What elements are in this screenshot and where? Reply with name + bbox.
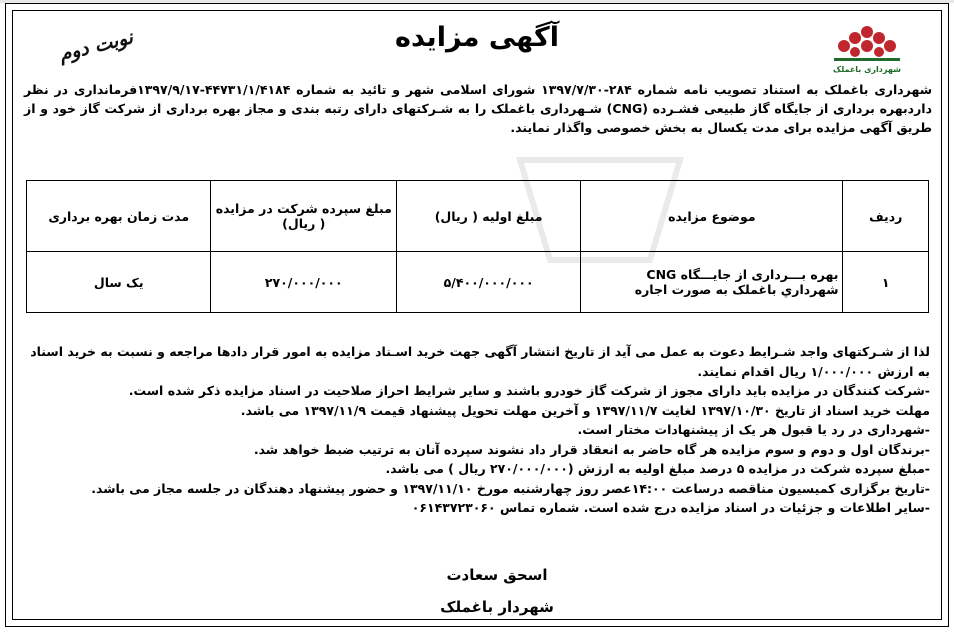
cell-duration: یک سال [27,252,211,313]
signer-name: اسحق سعادت [446,566,548,584]
condition-line: -تاریخ برگزاری کمیسیون مناقصه درساعت ۱۴:۰۰عصر روز چهارشنبه مورخ ۱۳۹۷/۱۱/۱۰ و حضور پیشنهاد دهندگان در جلسه مجاز می باشد. [91,480,930,496]
intro-paragraph: شهرداری باغملک به استناد تصویب نامه شماره ۲۸۴-۱۳۹۷/۷/۳۰ شورای اسلامی شهر و تائید به شماره ۴۴۷۳۱/۱/۴۱۸۴-۱۳۹۷/۹/۱۷فرمانداری در نظر داردبهره برداری از جایگاه گاز طبیعی فشـرده (CNG) شـهرداری باغملک را به شـرکتهای دارای رتبه بندی و مجاز بهره برداری از شرکت گاز خود و از طریق آگهی مزایده برای مدت یکسال به بخش خصوصی واگذار نمایند. [24,82,932,135]
table-header-row [27,181,929,252]
header-radif: ردیف [843,181,929,252]
table-row [27,252,929,313]
municipality-logo [824,24,910,74]
header-initial-amount: مبلغ اولیه ( ریال) [397,181,581,252]
condition-line: -شرکت کنندگان در مزایده باید دارای مجوز از شرکت گاز خودرو باشند و سایر شرایط احراز صلاحیت در اسناد مزایده ذکر شده است. [128,383,930,398]
condition-line: -شهرداری در رد یا قبول هر یک از پیشنهادات مختار است. [577,422,930,437]
page-title: آگهی مزایده [395,22,559,53]
cell-initial-amount: ۵/۴۰۰/۰۰۰/۰۰۰ [397,252,581,313]
condition-line: -برندگان اول و دوم و سوم مزایده هر گاه حاضر به انعقاد قرار داد نشوند سپرده آنان به ترتیب ضبط خواهد شد. [253,441,930,457]
round-stamp: نوبت دوم [56,26,136,66]
condition-line: -سایر اطلاعات و جزئیات در اسناد مزایده درج شده است. شماره تماس ۰۶۱۴۳۷۲۳۰۶۰ [411,500,930,515]
cell-subject: بهره بـــرداری از جایـــگاه CNG شهرداري باغملک به صورت اجاره [581,252,843,313]
logo-caption: شهرداری باغملک [833,65,901,74]
condition-line: -مبلغ سپرده شرکت در مزایده ۵ درصد مبلغ اولیه به ارزش (۲۷۰/۰۰۰/۰۰۰ ریال ) می باشد. [385,461,930,476]
signer-title: شهردار باغملک [440,598,554,616]
condition-line: مهلت خرید اسناد از تاریخ ۱۳۹۷/۱۰/۳۰ لغایت ۱۳۹۷/۱۱/۷ و آخرین مهلت تحویل پیشنهاد قیمت ۱۳۹۷/۱۱/۹ می باشد. [240,402,930,418]
cell-deposit: ۲۷۰/۰۰۰/۰۰۰ [211,252,397,313]
cell-radif: ۱ [843,252,929,313]
condition-line: لذا از شـرکتهای واجد شـرایط دعوت به عمل می آید از تاریخ انتشار آگهی جهت خرید اسـناد مزایده به امور قرار دادها مراجعه و نسبت به خرید اسناد به ارزش ۱/۰۰۰/۰۰۰ ریال اقدام نمایند. [30,344,930,379]
header-subject: موضوع مزایده [581,181,843,252]
auction-table [26,180,929,313]
logo-icon [824,24,910,64]
header-deposit: مبلغ سپرده شرکت در مزایده ( ریال) [211,181,397,252]
conditions-text [20,342,930,518]
header-duration: مدت زمان بهره برداری [27,181,211,252]
